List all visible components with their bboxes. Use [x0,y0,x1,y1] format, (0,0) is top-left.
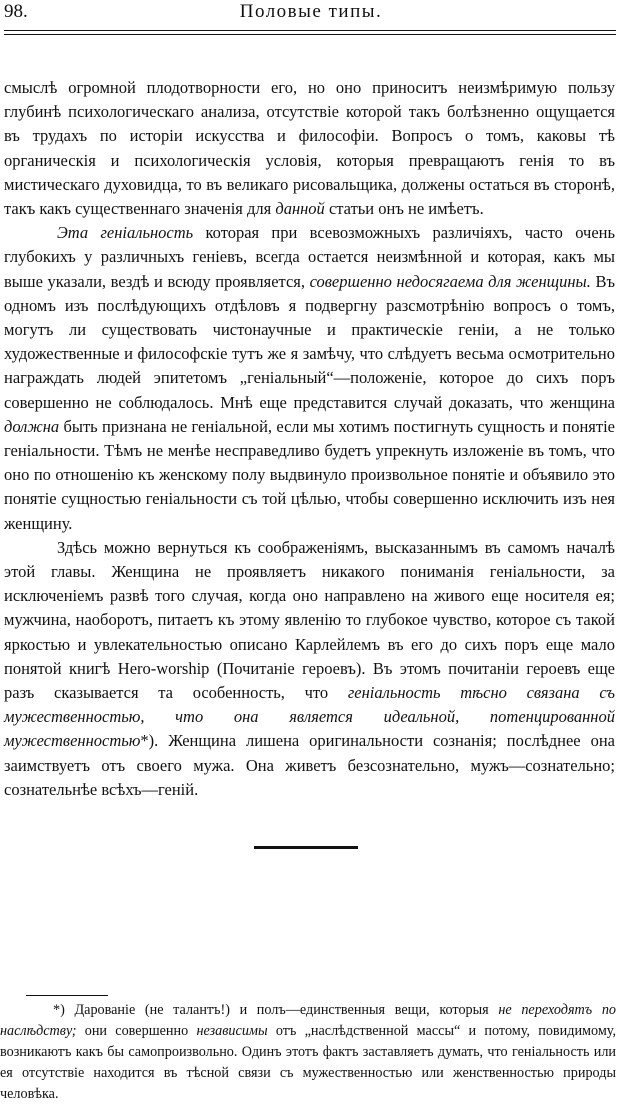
paragraph-2: Эта геніальность которая при всевозможныхъ различіяхъ, часто очень глубокихъ у различныхъ геніевъ, всегда остается неизмѣнной и которая, какъ мы выше указали, вездѣ и всюду проявляется, совершенно недосягаема для женщины. Въ одномъ изъ послѣдующихъ отдѣловъ я подвергну разсмотрѣнію вопросъ о томъ, могутъ ли существовать чистонаучные и практическіе геніи, а не только художественные и философскіе тутъ же я замѣчу, что слѣдуетъ весьма осмотрительно награждать людей эпитетомъ „геніальный“—положеніе, которое до сихъ поръ совершенно не соблюдалось. Мнѣ еще представится случай доказать, что женщина должна быть признана не геніальной, если мы хотимъ постигнуть сущность и понятіе геніальности. Тѣмъ не менѣе несправедливо будетъ упрекнуть изложеніе въ томъ, что оно по отношенію къ женскому полу выдвинуло произвольное понятіе и объявило это понятіе сущностью геніальности съ той цѣлью, чтобы совершенно исключить изъ нея женщину. [4,223,615,533]
paragraph-1: смыслѣ огромной плодотворности его, но оно приноситъ неизмѣримую пользу глубинѣ психологическаго анализа, отсутствіе которой такъ болѣзненно ощущается въ трудахъ по исторіи искусства и философіи. Вопросъ о томъ, каковы тѣ органическія и психологическія условія, которыя превращаютъ генія то въ мистическаго духовидца, то въ великаго рисовальщика, должены остаться въ сторонѣ, такъ какъ существеннаго значенія для данной статьи онъ не имѣетъ. [4,78,615,219]
emphasis: геніальность тѣсно связана съ мужественностью, что она является идеальной, потенцированной мужественностью [4,683,615,751]
emphasis: совершенно недосягаема для женщины. [309,271,591,291]
footnote-text: *) Дарованіе (не талантъ!) и полъ—единственныя вещи, которыя не переходятъ по наслѣдству; они совершенно независимы отъ „наслѣдственной массы“ и потому, повидимому, возникаютъ какъ бы самопроизвольно. Одинъ этотъ фактъ заставляетъ думать, что геніальность или ея отсутствіе находится въ тѣсной связи съ мужественностью или женственностью природы человѣка. [0,1002,617,1102]
running-title: Половые типы. [239,1,383,22]
emphasis: данной [275,199,325,219]
emphasis: Эта геніальность [57,223,194,243]
header-rule [4,30,616,31]
emphasis: должна [4,416,60,436]
section-separator [254,846,358,849]
emphasis: не переходятъ по наслѣдству; [0,1002,617,1039]
footnote [0,1000,616,1105]
paragraph-3: Здѣсь можно вернуться къ соображеніямъ, высказаннымъ въ самомъ началѣ этой главы. Женщина не проявляетъ никакого пониманія геніальности, за исключеніемъ развѣ того случая, когда оно направлено на живого еще носителя ея; мужчина, наоборотъ, питаетъ къ этому явленію то глубокое чувство, которое съ такой яркостью и увлекательностью описано Карлейлемъ въ его до сихъ поръ еще мало понятой книгѣ Hero-worship (Почитаніе героевъ). Въ этомъ почитаніи героевъ еще разъ сказывается та особенность, что геніальность тѣсно связана съ мужественностью, что она является идеальной, потенцированной мужественностью*). Женщина лишена оригинальности сознанія; послѣднее она заимствуетъ отъ своего мужа. Она живетъ безсознательно, мужъ—сознательно; сознательнѣе всѣхъ—геній. [4,537,615,799]
main-text [4,76,615,802]
emphasis: независимы [196,1023,268,1039]
page-header [4,0,618,24]
footnote-rule [26,995,108,996]
page-number: 98. [4,1,28,22]
header-rule-thin [4,34,616,35]
